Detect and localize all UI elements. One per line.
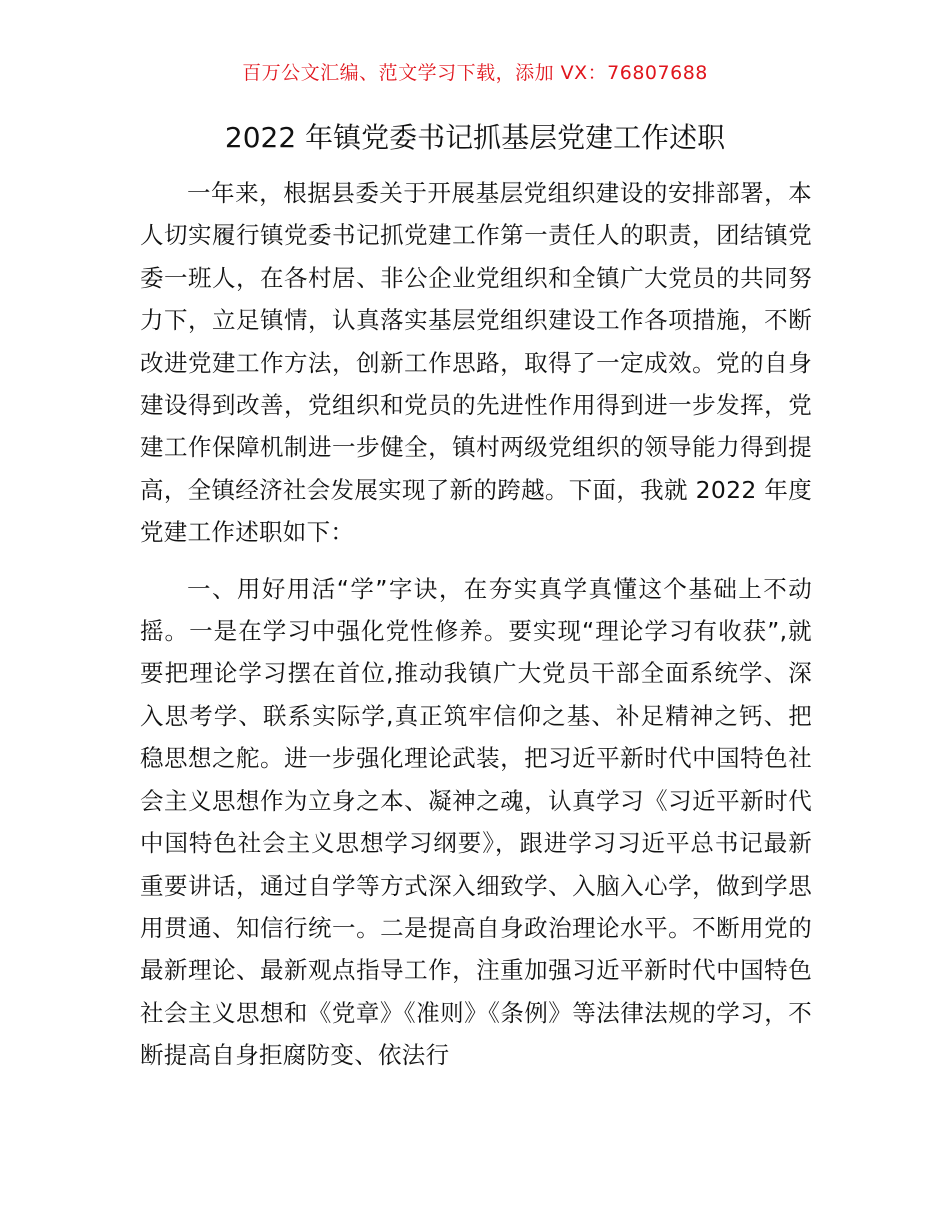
- document-body: [140, 172, 812, 1091]
- paragraph-section-one: 一、用好用活“学”字诀，在夯实真学真懂这个基础上不动摇。一是在学习中强化党性修养。要实现“理论学习有收获”,就要把理论学习摆在首位,推动我镇广大党员干部全面系统学、深入思考学、联系实际学,真正筑牢信仰之基、补足精神之钙、把稳思想之舵。进一步强化理论武装，把习近平新时代中国特色社会主义思想作为立身之本、凝神之魂，认真学习《习近平新时代中国特色社会主义思想学习纲要》，跟进学习习近平总书记最新重要讲话，通过自学等方式深入细致学、入脑入心学，做到学思用贯通、知信行统一。二是提高自身政治理论水平。不断用党的最新理论、最新观点指导工作，注重加强习近平新时代中国特色社会主义思想和《党章》《准则》《条例》等法律法规的学习，不断提高自身拒腐防变、依法行: [140, 574, 812, 1070]
- paragraph-intro: 一年来，根据县委关于开展基层党组织建设的安排部署，本人切实履行镇党委书记抓党建工作第一责任人的职责，团结镇党委一班人，在各村居、非公企业党组织和全镇广大党员的共同努力下，立足镇情，认真落实基层党组织建设工作各项措施，不断改进党建工作方法，创新工作思路，取得了一定成效。党的自身建设得到改善，党组织和党员的先进性作用得到进一步发挥，党建工作保障机制进一步健全，镇村两级党组织的领导能力得到提高，全镇经济社会发展实现了新的跨越。下面，我就 2022 年度党建工作述职如下：: [140, 179, 812, 547]
- document-title: 2022 年镇党委书记抓基层党建工作述职: [224, 121, 726, 154]
- header-download-note: 百万公文汇编、范文学习下载，添加 VX：76807688: [242, 62, 708, 84]
